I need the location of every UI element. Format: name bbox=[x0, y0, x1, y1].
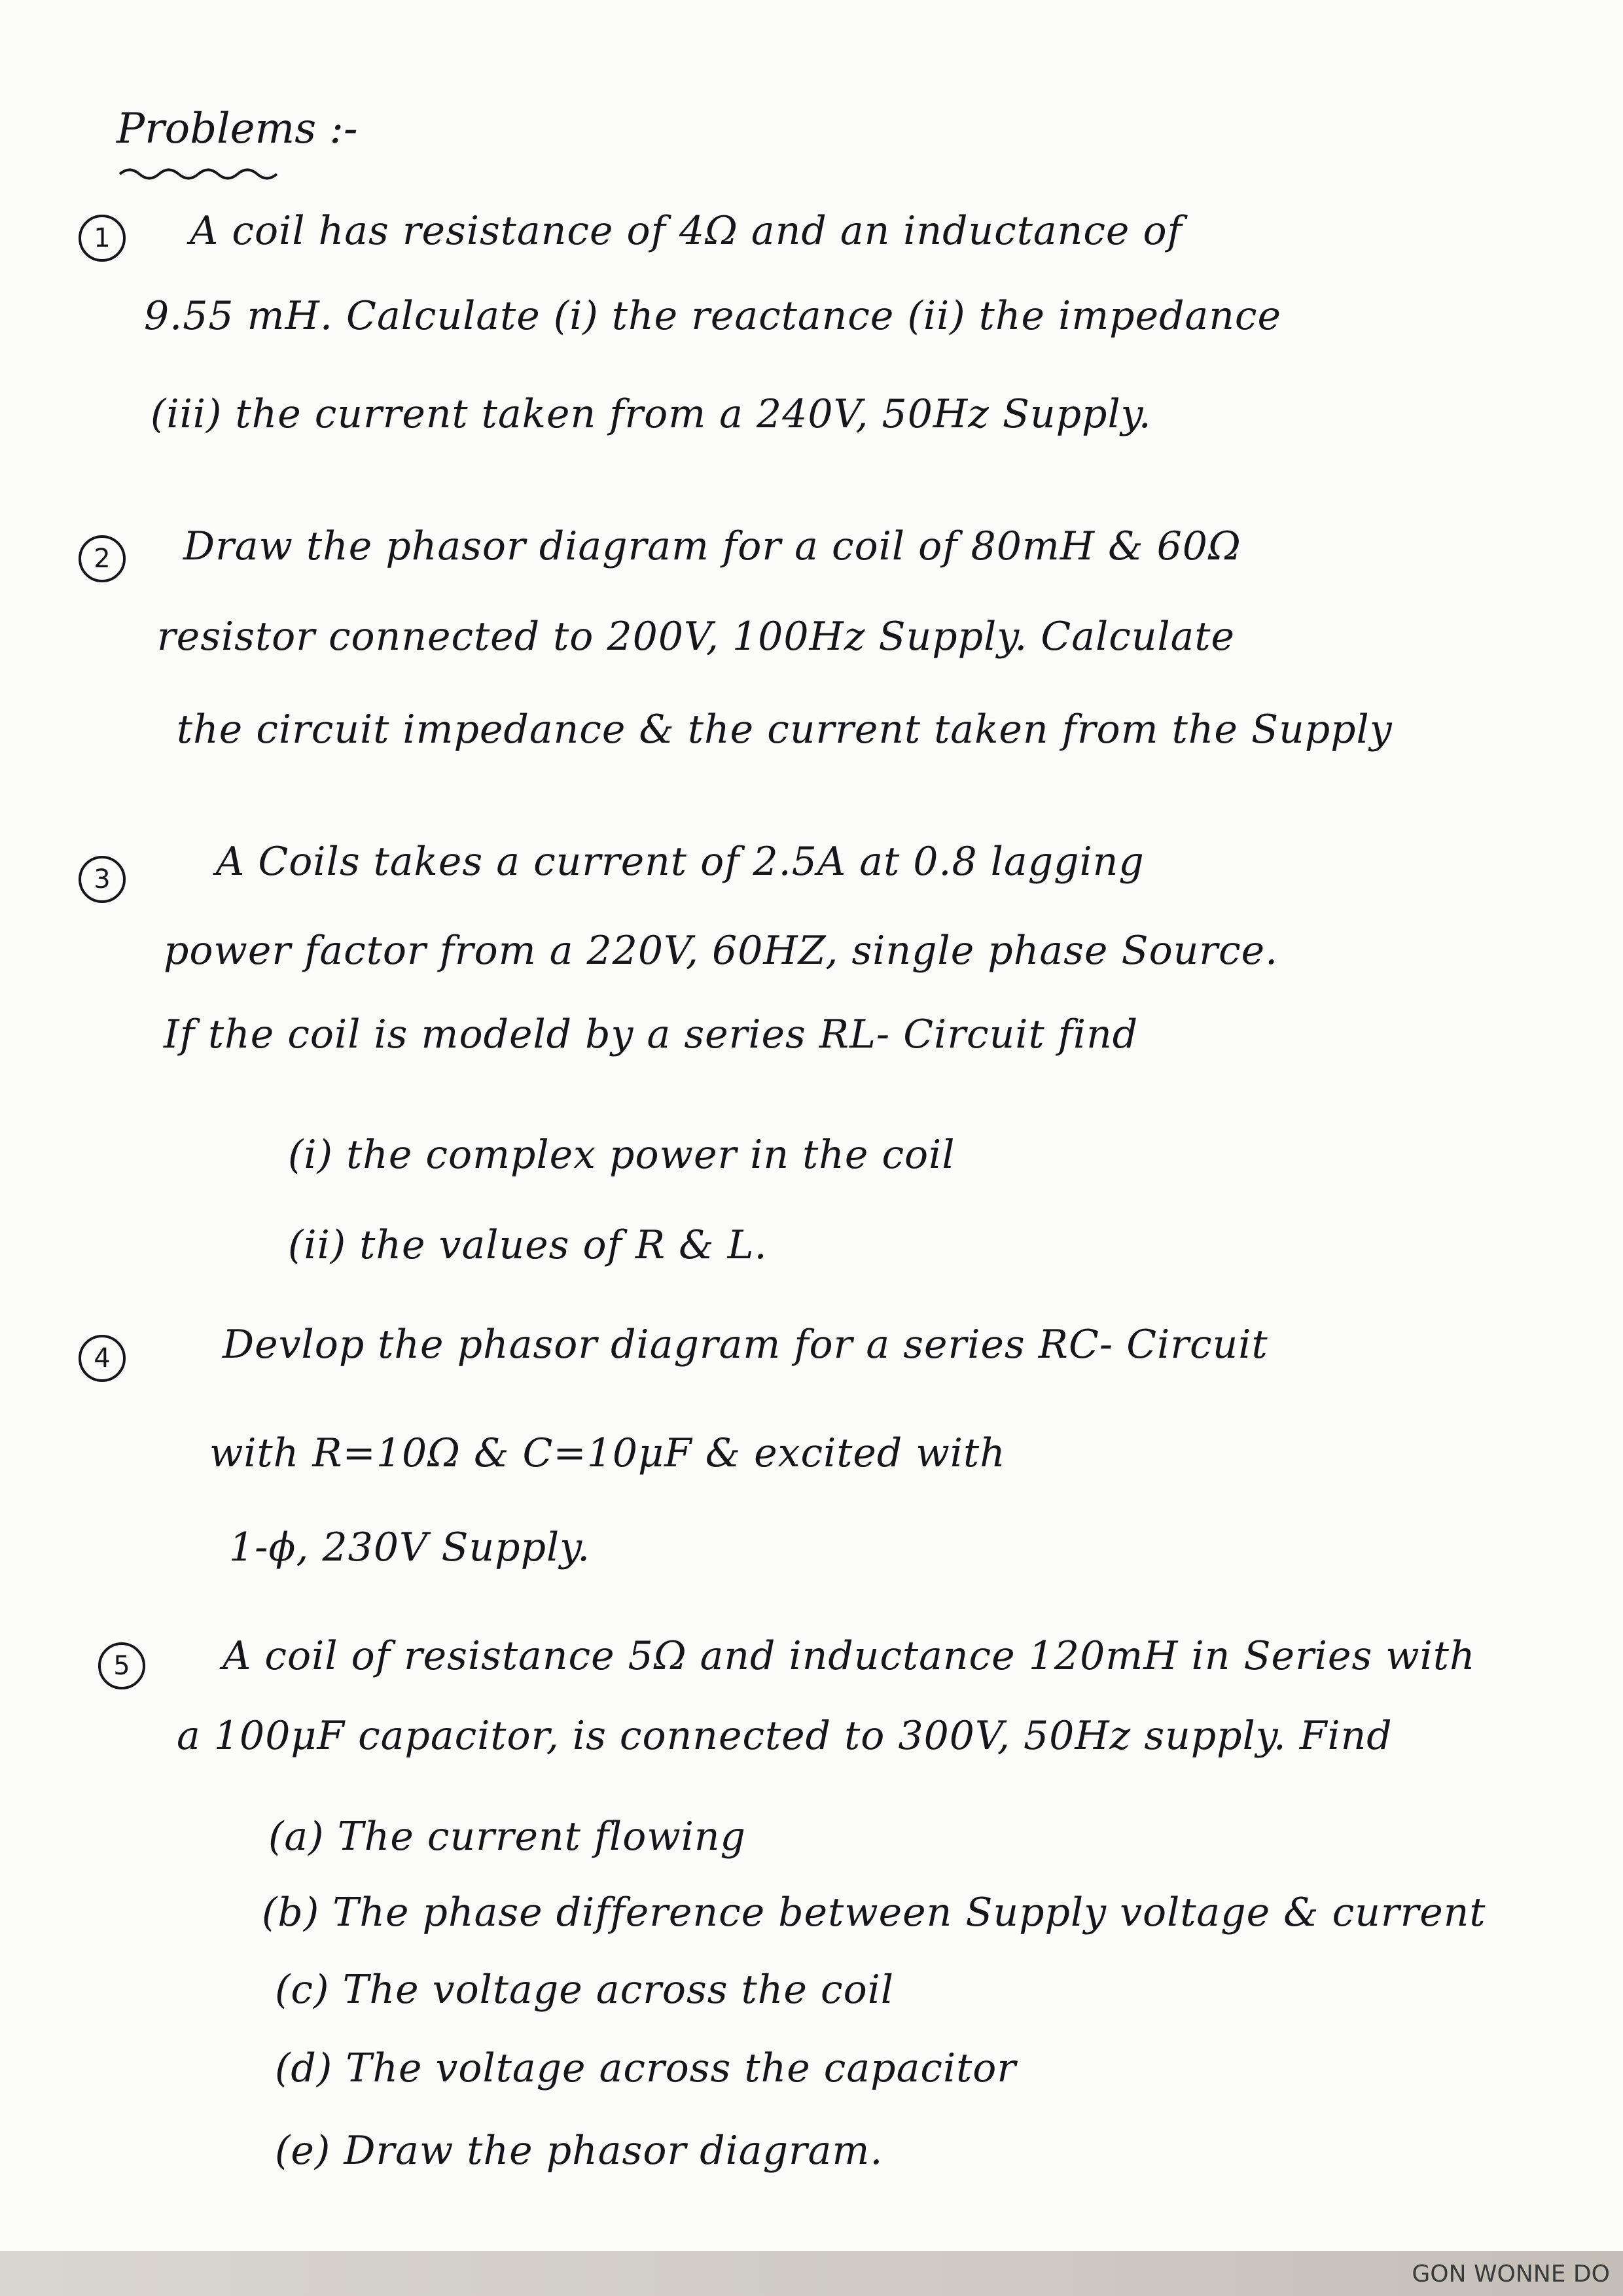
page-heading: Problems :- bbox=[116, 105, 358, 153]
problem-4-line-3: 1-ϕ, 230V Supply. bbox=[229, 1525, 591, 1570]
problem-4-line-2: with R=10Ω & C=10μF & excited with bbox=[209, 1430, 1006, 1476]
problem-number: 2 bbox=[79, 535, 126, 582]
problem-3-part-i: (i) the complex power in the coil bbox=[288, 1132, 955, 1178]
problem-5-part-b: (b) The phase difference between Supply voltage & current bbox=[262, 1890, 1486, 1935]
page-bottom-edge bbox=[0, 2251, 1623, 2296]
problem-5-line-2: a 100μF capacitor, is connected to 300V, 50Hz supply. Find bbox=[177, 1713, 1393, 1759]
problem-5-part-c: (c) The voltage across the coil bbox=[275, 1967, 895, 2013]
problem-2-line-3: the circuit impedance & the current taken from the Supply bbox=[177, 707, 1393, 752]
problem-number: 3 bbox=[79, 856, 126, 903]
problem-number: 1 bbox=[79, 215, 126, 262]
footer-text: GON WONNE DO bbox=[1412, 2261, 1610, 2287]
problem-1-line-3: (iii) the current taken from a 240V, 50Hz Supply. bbox=[151, 391, 1152, 437]
problem-5-line-1: A coil of resistance 5Ω and inductance 120mH in Series with bbox=[223, 1633, 1476, 1679]
problem-5-part-e: (e) Draw the phasor diagram. bbox=[275, 2128, 883, 2174]
problem-3-line-1: A Coils takes a current of 2.5A at 0.8 lagging bbox=[216, 839, 1145, 885]
problem-4-line-1: Devlop the phasor diagram for a series RC- Circuit bbox=[223, 1322, 1268, 1368]
problem-3-line-2: power factor from a 220V, 60HZ, single phase Source. bbox=[164, 928, 1279, 974]
heading-underline bbox=[116, 162, 287, 182]
problem-1-line-1: A coil has resistance of 4Ω and an inductance of bbox=[190, 208, 1183, 254]
problem-2-line-1: Draw the phasor diagram for a coil of 80mH & 60Ω bbox=[183, 523, 1241, 569]
problem-2-line-2: resistor connected to 200V, 100Hz Supply. Calculate bbox=[157, 614, 1236, 660]
problem-1-line-2: 9.55 mH. Calculate (i) the reactance (ii) the impedance bbox=[144, 293, 1282, 339]
problem-3-part-ii: (ii) the values of R & L. bbox=[288, 1222, 768, 1268]
problem-5-part-d: (d) The voltage across the capacitor bbox=[275, 2045, 1017, 2091]
problem-number: 5 bbox=[98, 1642, 145, 1689]
problem-5-part-a: (a) The current flowing bbox=[268, 1814, 746, 1860]
problem-3-line-3: If the coil is modeld by a series RL- Circuit find bbox=[164, 1012, 1139, 1057]
problem-number: 4 bbox=[79, 1335, 126, 1382]
